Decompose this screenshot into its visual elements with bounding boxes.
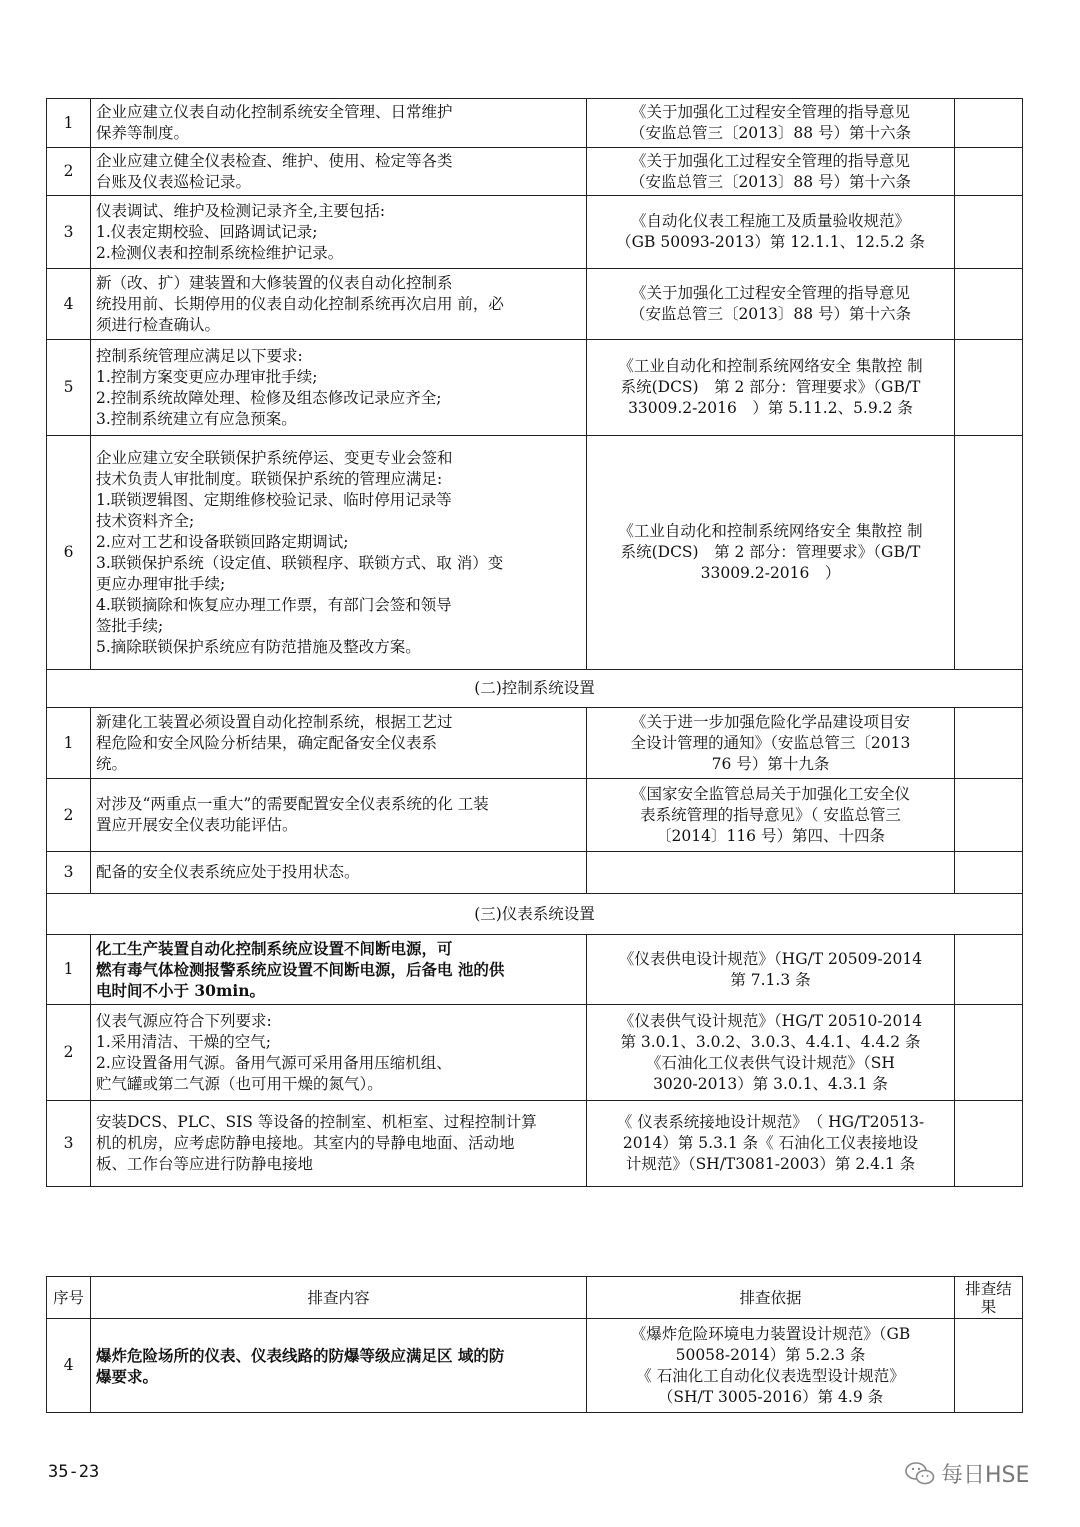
row-number: 3 (47, 1101, 91, 1187)
basis-line: 全设计管理的通知》（安监总管三〔2013 (630, 733, 911, 752)
basis-line: 33009.2-2016 ）第 5.11.2、5.9.2 条 (628, 399, 913, 417)
table-row (47, 779, 1023, 852)
row-basis (587, 148, 955, 196)
content-line: 爆炸危险场所的仪表、仪表线路的防爆等级应满足区 域的防 (96, 1345, 505, 1365)
row-content (91, 1101, 587, 1187)
row-result[interactable] (955, 436, 1023, 670)
table-row (47, 1005, 1023, 1101)
table-row (47, 1319, 1023, 1413)
row-result[interactable] (955, 99, 1023, 148)
basis-line: （安监总管三〔2013〕88 号）第十六条 (629, 305, 912, 323)
basis-line: 《仪表供电设计规范》（HG/T 20509-2014 (618, 949, 923, 968)
content-line: 须进行检查确认。 (96, 315, 221, 334)
basis-line: 《关于加强化工过程安全管理的指导意见 (630, 151, 910, 170)
row-content (91, 1319, 587, 1413)
content-line: 保养等制度。 (96, 124, 190, 142)
content-line: 安装DCS、PLC、SIS 等设备的控制室、机柜室、过程控制计算 (96, 1113, 537, 1131)
basis-line: 33009.2-2016 ） (700, 564, 841, 582)
row-content (91, 340, 587, 436)
basis-line: 《国家安全监管总局关于加强化工安全仪 (630, 784, 910, 803)
row-number: 4 (47, 1319, 91, 1413)
basis-line: （安监总管三〔2013〕88 号）第十六条 (629, 124, 912, 142)
basis-line: 《工业自动化和控制系统网络安全 集散控 制 (618, 522, 923, 540)
row-content (91, 852, 587, 894)
row-result[interactable] (955, 708, 1023, 779)
row-basis (587, 708, 955, 779)
basis-line: 50058-2014）第 5.2.3 条 (675, 1345, 866, 1364)
content-line: 化工生产装置自动化控制系统应设置不间断电源，可 (96, 939, 453, 958)
header-result: 排查结果 (955, 1277, 1023, 1319)
content-line: 2.检测仪表和控制系统检维护记录。 (96, 243, 344, 262)
content-line: 新建化工装置必须设置自动化控制系统，根据工艺过 (96, 712, 453, 731)
content-line: 5.摘除联锁保护系统应有防范措施及整改方案。 (96, 637, 421, 656)
row-number: 2 (47, 148, 91, 196)
table-row (47, 436, 1023, 670)
content-line: 新（改、扩）建装置和大修装置的仪表自动化控制系 (96, 273, 453, 292)
content-line: 2.应对工艺和设备联锁回路定期调试; (96, 532, 349, 551)
row-number: 2 (47, 1005, 91, 1101)
table-row (47, 196, 1023, 269)
content-line: 签批手续; (96, 616, 164, 635)
basis-line: 《关于进一步加强危险化学品建设项目安 (630, 712, 910, 731)
row-basis (587, 1319, 955, 1413)
row-basis (587, 340, 955, 436)
section-title-control-system: (二)控制系统设置 (47, 670, 1023, 708)
watermark-text: 每日HSE (941, 1463, 1030, 1488)
content-line: 1.控制方案变更应办理审批手续; (96, 367, 318, 386)
group-management (47, 99, 1023, 670)
section-header-row (47, 670, 1023, 708)
row-number: 6 (47, 436, 91, 670)
content-line: 3.控制系统建立有应急预案。 (96, 409, 297, 428)
watermark (905, 1458, 1029, 1489)
table-row (47, 99, 1023, 148)
row-content (91, 1005, 587, 1101)
content-line: 对涉及“两重点一重大”的需要配置安全仪表系统的化 工装 (96, 795, 489, 813)
table-row (47, 1101, 1023, 1187)
row-content (91, 148, 587, 196)
group-instrument-system (47, 935, 1023, 1187)
basis-line: （GB 50093-2013）第 12.1.1、12.5.2 条 (616, 233, 925, 251)
section-header-row (47, 894, 1023, 935)
content-line: 统投用前、长期停用的仪表自动化控制系统再次启用 前，必 (96, 294, 504, 313)
content-line: 4.联锁摘除和恢复应办理工作票，有部门会签和领导 (96, 595, 452, 614)
basis-line: 《关于加强化工过程安全管理的指导意见 (630, 103, 910, 121)
content-line: 更应办理审批手续; (96, 574, 226, 593)
table-row (47, 340, 1023, 436)
content-line: 企业应建立健全仪表检查、维护、使用、检定等各类 (96, 151, 453, 170)
row-basis (587, 779, 955, 852)
table-row (47, 708, 1023, 779)
table-row (47, 148, 1023, 196)
row-number: 1 (47, 935, 91, 1005)
content-line: 1.采用清洁、干燥的空气; (96, 1032, 272, 1051)
basis-line: 《爆炸危险环境电力装置设计规范》（GB (630, 1324, 911, 1343)
row-number: 3 (47, 852, 91, 894)
content-line: 2.控制系统故障处理、检修及组态修改记录应齐全; (96, 388, 442, 407)
row-content (91, 708, 587, 779)
table-row (47, 935, 1023, 1005)
content-line: 2.应设置备用气源。备用气源可采用备用压缩机组、 (96, 1053, 452, 1072)
content-line: 企业应建立仪表自动化控制系统安全管理、日常维护 (96, 103, 453, 121)
row-content (91, 935, 587, 1005)
content-line: 配备的安全仪表系统应处于投用状态。 (96, 863, 360, 881)
basis-line: 第 7.1.3 条 (730, 970, 811, 989)
table-row (47, 852, 1023, 894)
row-number: 2 (47, 779, 91, 852)
basis-line: 计规范》（SH/T3081-2003）第 2.4.1 条 (625, 1155, 916, 1173)
row-basis (587, 852, 955, 894)
group-control-system (47, 708, 1023, 894)
basis-line: 第 3.0.1、3.0.2、3.0.3、4.4.1、4.4.2 条 (620, 1032, 921, 1051)
row-content (91, 196, 587, 269)
basis-line: 《 石油化工自动化仪表选型设计规范》 (636, 1366, 905, 1385)
row-result[interactable] (955, 196, 1023, 269)
page-number: 35-23 (48, 1462, 100, 1482)
content-line: 3.联锁保护系统（设定值、联锁程序、联锁方式、取 消）变 (96, 553, 504, 572)
row-result[interactable] (955, 1101, 1023, 1187)
basis-line: 系统(DCS) 第 2 部分：管理要求》（GB/T (620, 378, 921, 396)
row-basis (587, 1101, 955, 1187)
content-line: 仪表调试、维护及检测记录齐全,主要包括: (96, 201, 386, 220)
row-result[interactable] (955, 340, 1023, 436)
row-result[interactable] (955, 269, 1023, 340)
content-line: 1.仪表定期校验、回路调试记录; (96, 222, 318, 241)
basis-line: 《自动化仪表工程施工及质量验收规范》 (630, 212, 910, 230)
basis-line: （SH/T 3005-2016）第 4.9 条 (657, 1387, 884, 1406)
table-row (47, 269, 1023, 340)
row-result[interactable] (955, 148, 1023, 196)
row-result[interactable] (955, 935, 1023, 1005)
basis-line: 3020-2013）第 3.0.1、4.3.1 条 (653, 1074, 888, 1093)
content-line: 贮气罐或第二气源（也可用干燥的氮气）。 (96, 1074, 383, 1093)
header-content: 排查内容 (91, 1277, 587, 1319)
section-title-instrument-system: (三)仪表系统设置 (47, 894, 1023, 935)
row-basis (587, 1005, 955, 1101)
content-line: 置应开展安全仪表功能评估。 (96, 816, 298, 834)
row-basis (587, 935, 955, 1005)
content-line: 程危险和安全风险分析结果，确定配备安全仪表系 (96, 733, 438, 752)
row-result[interactable] (955, 1319, 1023, 1413)
basis-line: （安监总管三〔2013〕88 号）第十六条 (629, 172, 912, 191)
row-content (91, 779, 587, 852)
row-number: 5 (47, 340, 91, 436)
content-line: 技术资料齐全; (96, 511, 195, 530)
basis-line: 2014）第 5.3.1 条《 石油化工仪表接地设 (622, 1134, 919, 1152)
basis-line: 《关于加强化工过程安全管理的指导意见 (630, 284, 910, 302)
content-line: 技术负责人审批制度。联锁保护系统的管理应满足: (96, 469, 443, 488)
row-basis (587, 269, 955, 340)
row-basis (587, 99, 955, 148)
content-line: 机的机房，应考虑防静电接地。其室内的导静电地面、活动地 (96, 1134, 515, 1152)
basis-line: 76 号）第十九条 (711, 754, 830, 773)
basis-line: 《 仪表系统接地设计规范》 （ HG/T20513- (616, 1113, 925, 1131)
content-line: 控制系统管理应满足以下要求: (96, 346, 303, 365)
row-number: 1 (47, 708, 91, 779)
header-basis: 排查依据 (587, 1277, 955, 1319)
row-content (91, 99, 587, 148)
row-result[interactable] (955, 779, 1023, 852)
row-number: 1 (47, 99, 91, 148)
wechat-icon (905, 1461, 935, 1487)
content-line: 台账及仪表巡检记录。 (96, 172, 252, 191)
row-content (91, 436, 587, 670)
row-content (91, 269, 587, 340)
header-num: 序号 (47, 1277, 91, 1319)
basis-line: 〔2014〕116 号）第四、十四条 (656, 826, 885, 845)
basis-line: 系统(DCS) 第 2 部分：管理要求》（GB/T (620, 543, 921, 561)
content-line: 统。 (96, 754, 128, 773)
row-result[interactable] (955, 852, 1023, 894)
content-line: 电时间不小于 30min。 (96, 981, 266, 1000)
checklist-table-main (46, 98, 1023, 1187)
content-line: 燃有毒气体检测报警系统应设置不间断电源，后备电 池的供 (96, 960, 505, 979)
basis-line: 《工业自动化和控制系统网络安全 集散控 制 (618, 357, 923, 375)
basis-line: 表系统管理的指导意见》（ 安监总管三 (640, 805, 901, 824)
content-line: 企业应建立安全联锁保护系统停运、变更专业会签和 (96, 448, 453, 467)
content-line: 板、工作台等应进行防静电接地 (96, 1155, 314, 1173)
checklist-table-continued (46, 1276, 1023, 1413)
row-basis (587, 436, 955, 670)
row-number: 4 (47, 269, 91, 340)
basis-line: 《石油化工仪表供气设计规范》（SH (646, 1053, 895, 1072)
row-result[interactable] (955, 1005, 1023, 1101)
row-basis (587, 196, 955, 269)
content-line: 仪表气源应符合下列要求: (96, 1011, 272, 1030)
content-line: 爆要求。 (96, 1366, 159, 1386)
row-number: 3 (47, 196, 91, 269)
header-row (47, 1277, 1023, 1319)
basis-line: 《仪表供气设计规范》（HG/T 20510-2014 (618, 1011, 923, 1030)
content-line: 1.联锁逻辑图、定期维修校验记录、临时停用记录等 (96, 490, 452, 509)
